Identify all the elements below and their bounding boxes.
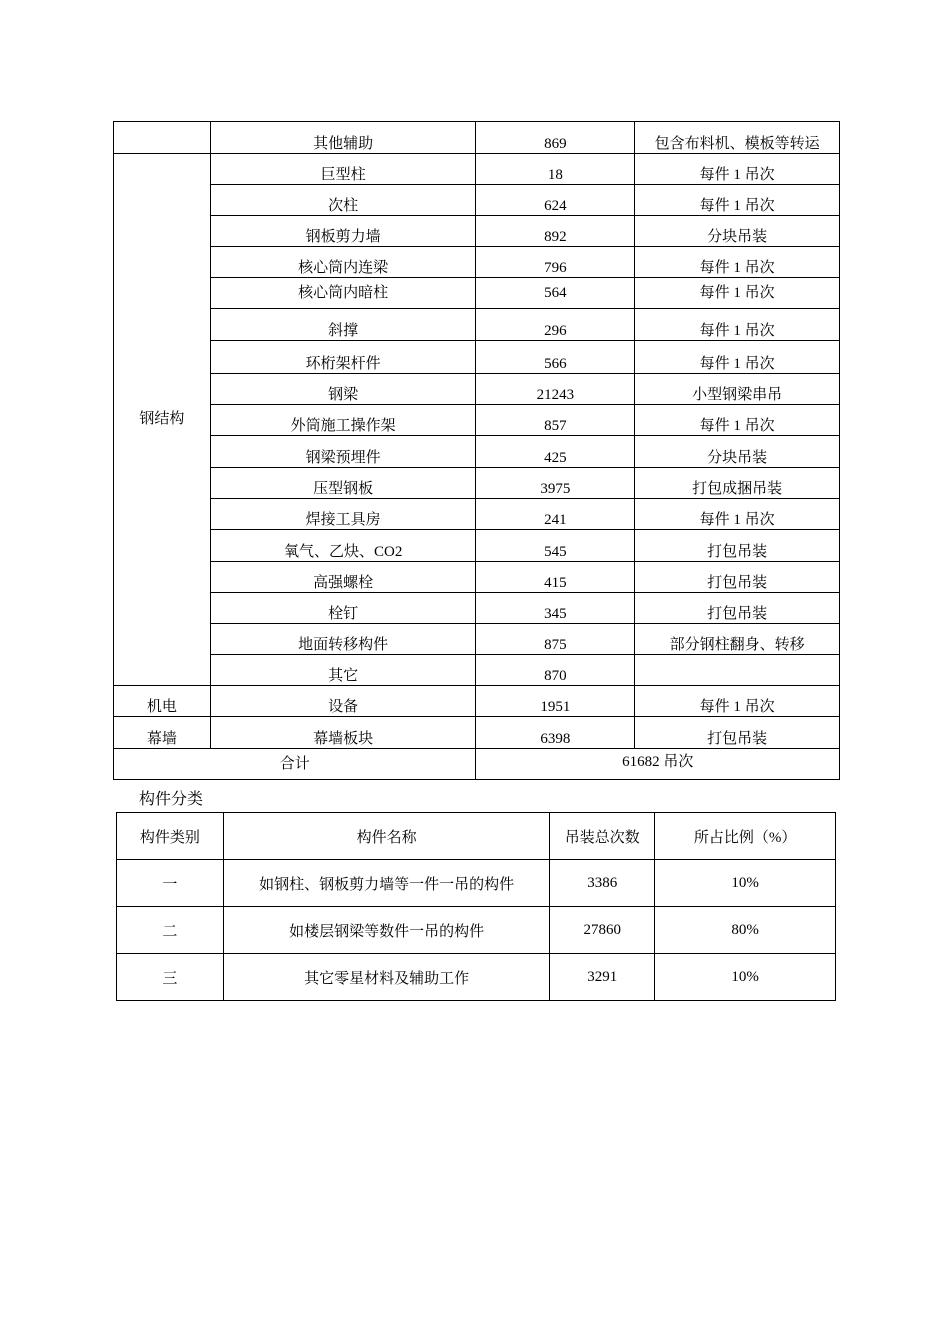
hoist-method: 打包吊装 (635, 717, 840, 749)
table-row (114, 154, 840, 185)
table-row (114, 309, 840, 341)
class-category: 二 (117, 907, 224, 954)
category-steel-structure: 钢结构 (114, 154, 211, 686)
table-row (114, 216, 840, 247)
component-name: 其他辅助 (210, 122, 476, 154)
table-row (114, 593, 840, 624)
header-ratio: 所占比例（%） (655, 813, 836, 860)
component-name: 斜撑 (210, 309, 476, 341)
hoist-count: 796 (476, 247, 635, 278)
hoist-count: 1951 (476, 686, 635, 717)
hoist-method: 每件 1 吊次 (635, 341, 840, 374)
component-name: 环桁架杆件 (210, 341, 476, 374)
category-curtain-wall: 幕墙 (114, 717, 211, 749)
hoist-count: 18 (476, 154, 635, 185)
table-row (114, 436, 840, 468)
header-count: 吊装总次数 (550, 813, 655, 860)
component-name: 设备 (210, 686, 476, 717)
hoist-count: 857 (476, 405, 635, 436)
table-row (114, 247, 840, 278)
header-category: 构件类别 (117, 813, 224, 860)
table-row (114, 624, 840, 655)
hoist-method: 每件 1 吊次 (635, 309, 840, 341)
hoist-count: 892 (476, 216, 635, 247)
section-caption: 构件分类 (139, 791, 204, 808)
hoist-method (635, 655, 840, 686)
component-name: 地面转移构件 (210, 624, 476, 655)
component-name: 钢梁 (210, 374, 476, 405)
table-row (114, 562, 840, 593)
table-row (117, 860, 836, 907)
class-name: 其它零星材料及辅助工作 (223, 954, 549, 1001)
hoist-method: 打包吊装 (635, 530, 840, 562)
component-name: 核心筒内连梁 (210, 247, 476, 278)
component-name: 巨型柱 (210, 154, 476, 185)
table-row (114, 717, 840, 749)
class-name: 如楼层钢梁等数件一吊的构件 (223, 907, 549, 954)
class-category: 一 (117, 860, 224, 907)
category-cell-empty (114, 122, 211, 154)
hoist-count: 21243 (476, 374, 635, 405)
hoist-method: 包含布料机、模板等转运 (635, 122, 840, 154)
hoist-count: 564 (476, 278, 635, 309)
category-mep: 机电 (114, 686, 211, 717)
component-name: 其它 (210, 655, 476, 686)
table-row (114, 499, 840, 530)
class-name: 如钢柱、钢板剪力墙等一件一吊的构件 (223, 860, 549, 907)
component-name: 钢梁预埋件 (210, 436, 476, 468)
hoist-count: 345 (476, 593, 635, 624)
class-ratio: 10% (655, 954, 836, 1001)
hoist-method: 打包吊装 (635, 562, 840, 593)
component-name: 焊接工具房 (210, 499, 476, 530)
component-name: 栓钉 (210, 593, 476, 624)
hoist-method: 每件 1 吊次 (635, 247, 840, 278)
table-row (114, 468, 840, 499)
table-row (114, 686, 840, 717)
hoist-count: 296 (476, 309, 635, 341)
component-classification-table (116, 812, 836, 1001)
component-name: 外筒施工操作架 (210, 405, 476, 436)
component-name: 高强螺栓 (210, 562, 476, 593)
table-header-row (117, 813, 836, 860)
total-value: 61682 吊次 (476, 749, 840, 780)
hoist-count: 624 (476, 185, 635, 216)
hoist-method: 小型钢梁串吊 (635, 374, 840, 405)
component-name: 幕墙板块 (210, 717, 476, 749)
total-label: 合计 (114, 749, 476, 780)
hoist-count: 875 (476, 624, 635, 655)
table-row (114, 122, 840, 154)
hoist-method: 部分钢柱翻身、转移 (635, 624, 840, 655)
hoist-method: 每件 1 吊次 (635, 686, 840, 717)
component-name: 核心筒内暗柱 (210, 278, 476, 309)
hoist-count: 241 (476, 499, 635, 530)
component-name: 次柱 (210, 185, 476, 216)
hoisting-count-table (113, 121, 840, 780)
hoist-method: 打包成捆吊装 (635, 468, 840, 499)
hoist-count: 869 (476, 122, 635, 154)
hoist-count: 6398 (476, 717, 635, 749)
class-count: 3386 (550, 860, 655, 907)
table-row (114, 185, 840, 216)
class-ratio: 10% (655, 860, 836, 907)
hoist-method: 每件 1 吊次 (635, 154, 840, 185)
class-category: 三 (117, 954, 224, 1001)
hoist-count: 566 (476, 341, 635, 374)
class-count: 3291 (550, 954, 655, 1001)
table-row (114, 655, 840, 686)
class-count: 27860 (550, 907, 655, 954)
hoist-count: 3975 (476, 468, 635, 499)
hoist-method: 每件 1 吊次 (635, 278, 840, 309)
component-name: 压型钢板 (210, 468, 476, 499)
table-row (117, 907, 836, 954)
hoist-count: 415 (476, 562, 635, 593)
table-row (117, 954, 836, 1001)
table-row (114, 341, 840, 374)
table-row (114, 530, 840, 562)
hoist-method: 打包吊装 (635, 593, 840, 624)
hoist-method: 分块吊装 (635, 216, 840, 247)
class-ratio: 80% (655, 907, 836, 954)
hoist-method: 每件 1 吊次 (635, 405, 840, 436)
total-row (114, 749, 840, 780)
table-row (114, 278, 840, 309)
hoist-method: 每件 1 吊次 (635, 185, 840, 216)
table-row (114, 405, 840, 436)
hoist-method: 分块吊装 (635, 436, 840, 468)
table-row (114, 374, 840, 405)
header-name: 构件名称 (223, 813, 549, 860)
component-name: 氧气、乙炔、CO2 (210, 530, 476, 562)
hoist-count: 870 (476, 655, 635, 686)
component-name: 钢板剪力墙 (210, 216, 476, 247)
hoist-count: 545 (476, 530, 635, 562)
hoist-method: 每件 1 吊次 (635, 499, 840, 530)
hoist-count: 425 (476, 436, 635, 468)
